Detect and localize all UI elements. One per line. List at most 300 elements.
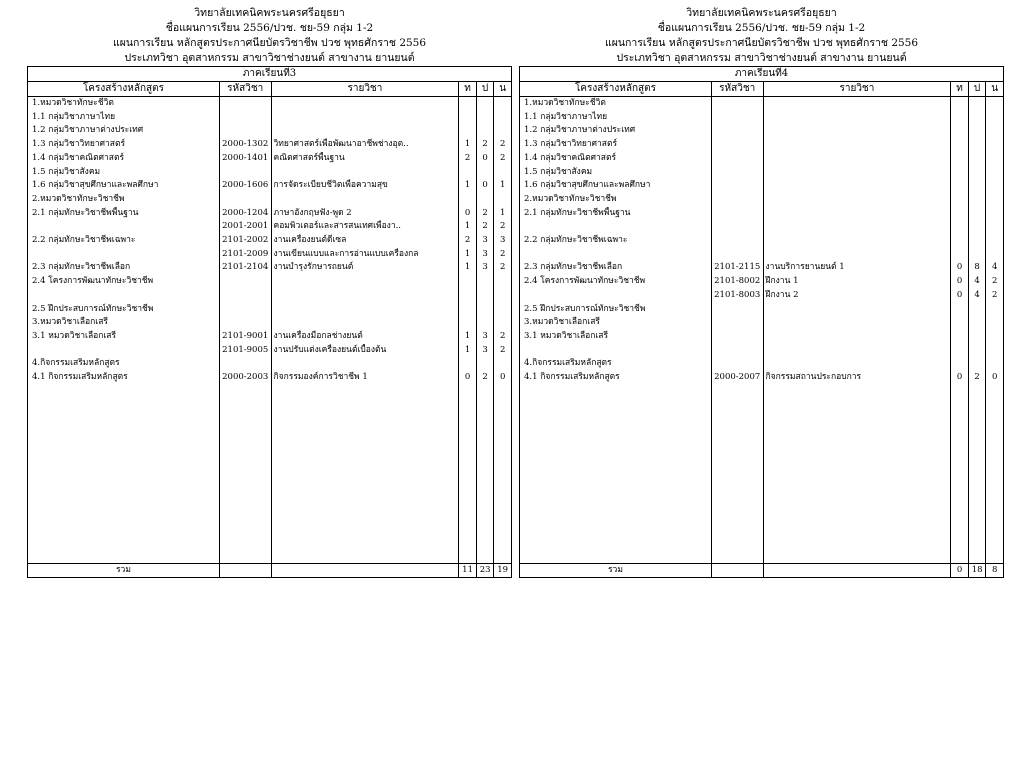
practice-hours: 2	[476, 371, 494, 385]
theory-hours	[459, 316, 477, 330]
credits	[986, 111, 1004, 125]
table-row	[520, 97, 1004, 111]
course-name: กิจกรรมสถานประกอบการ	[763, 371, 951, 385]
structure-cell: 1.2 กลุ่มวิชาภาษาต่างประเทศ	[28, 124, 220, 138]
course-code	[219, 357, 271, 371]
practice-hours	[968, 357, 986, 371]
structure-cell: 4.กิจกรรมเสริมหลักสูตร	[28, 357, 220, 371]
blank-row	[28, 385, 512, 564]
structure-cell: 1.4 กลุ่มวิชาคณิตศาสตร์	[520, 152, 712, 166]
credits	[494, 193, 512, 207]
term4-panel	[519, 6, 1004, 578]
blank-cell	[494, 385, 512, 564]
structure-cell: 2.1 กลุ่มทักษะวิชาชีพพื้นฐาน	[28, 207, 220, 221]
structure-cell: 1.1 กลุ่มวิชาภาษาไทย	[28, 111, 220, 125]
theory-hours: 0	[951, 371, 969, 385]
course-code	[711, 303, 763, 317]
course-code	[711, 357, 763, 371]
plan-name: ชื่อแผนการเรียน 2556/ปวช. ชย-59 กลุ่ม 1-2	[657, 22, 866, 34]
col-structure: โครงสร้างหลักสูตร	[520, 82, 712, 97]
total-name-cell	[271, 563, 459, 578]
practice-hours	[968, 234, 986, 248]
structure-cell: 2.3 กลุ่มทักษะวิชาชีพเลือก	[28, 261, 220, 275]
structure-cell: 2.2 กลุ่มทักษะวิชาชีพเฉพาะ	[28, 234, 220, 248]
practice-hours: 3	[476, 261, 494, 275]
table-row	[28, 303, 512, 317]
total-theory: 0	[951, 563, 969, 578]
course-name	[763, 152, 951, 166]
total-practice: 23	[476, 563, 494, 578]
credits	[986, 357, 1004, 371]
table-row	[28, 193, 512, 207]
practice-hours	[968, 207, 986, 221]
col-credit: น	[986, 82, 1004, 97]
course-code	[711, 138, 763, 152]
theory-hours	[951, 97, 969, 111]
credits	[494, 124, 512, 138]
course-code: 2000-1606	[219, 179, 271, 193]
course-code	[711, 166, 763, 180]
table-row	[520, 207, 1004, 221]
theory-hours: 0	[951, 289, 969, 303]
course-name	[763, 316, 951, 330]
practice-hours	[476, 289, 494, 303]
practice-hours: 3	[476, 248, 494, 262]
course-name: งานบำรุงรักษารถยนต์	[271, 261, 459, 275]
blank-row	[520, 385, 1004, 564]
course-name	[271, 166, 459, 180]
structure-cell: 2.5 ฝึกประสบการณ์ทักษะวิชาชีพ	[520, 303, 712, 317]
practice-hours	[968, 220, 986, 234]
theory-hours	[951, 111, 969, 125]
course-name	[763, 220, 951, 234]
table-row	[520, 261, 1004, 275]
table-row	[28, 275, 512, 289]
practice-hours: 2	[476, 138, 494, 152]
table-row	[28, 138, 512, 152]
theory-hours	[951, 124, 969, 138]
course-code: 2101-9001	[219, 330, 271, 344]
structure-cell	[28, 220, 220, 234]
practice-hours	[968, 138, 986, 152]
credits	[986, 138, 1004, 152]
practice-hours	[476, 357, 494, 371]
credits	[986, 97, 1004, 111]
credits	[986, 248, 1004, 262]
theory-hours: 1	[459, 344, 477, 358]
credits: 2	[494, 261, 512, 275]
theory-hours	[951, 316, 969, 330]
table-row	[28, 248, 512, 262]
course-name	[763, 357, 951, 371]
col-subject: รายวิชา	[271, 82, 459, 97]
course-name	[271, 303, 459, 317]
practice-hours	[476, 166, 494, 180]
structure-cell: 2.1 กลุ่มทักษะวิชาชีพพื้นฐาน	[520, 207, 712, 221]
credits	[986, 330, 1004, 344]
practice-hours: 4	[968, 275, 986, 289]
practice-hours	[476, 275, 494, 289]
table-row	[28, 179, 512, 193]
theory-hours: 1	[459, 330, 477, 344]
course-code: 2101-2104	[219, 261, 271, 275]
col-structure: โครงสร้างหลักสูตร	[28, 82, 220, 97]
structure-cell	[28, 289, 220, 303]
theory-hours	[951, 220, 969, 234]
credits: 2	[494, 138, 512, 152]
structure-cell: 4.กิจกรรมเสริมหลักสูตร	[520, 357, 712, 371]
table-row	[520, 248, 1004, 262]
course-code	[711, 316, 763, 330]
blank-cell	[986, 385, 1004, 564]
term3-panel	[27, 6, 512, 578]
course-code	[711, 111, 763, 125]
table-row	[520, 193, 1004, 207]
course-name: งานเขียนแบบและการอ่านแบบเครื่องกล	[271, 248, 459, 262]
theory-hours	[459, 124, 477, 138]
col-code: รหัสวิชา	[711, 82, 763, 97]
theory-hours	[459, 97, 477, 111]
structure-cell	[520, 289, 712, 303]
total-credits: 19	[494, 563, 512, 578]
theory-hours: 0	[459, 371, 477, 385]
theory-hours	[951, 138, 969, 152]
course-name: ฝึกงาน 2	[763, 289, 951, 303]
col-code: รหัสวิชา	[219, 82, 271, 97]
course-code: 2001-2001	[219, 220, 271, 234]
course-name: คอมพิวเตอร์และสารสนเทศเพื่องา..	[271, 220, 459, 234]
term-title: ภาคเรียนที่4	[520, 67, 1004, 82]
course-name	[763, 344, 951, 358]
structure-cell: 3.หมวดวิชาเลือกเสรี	[520, 316, 712, 330]
table-row	[520, 289, 1004, 303]
course-code	[711, 193, 763, 207]
structure-cell: 3.1 หมวดวิชาเลือกเสรี	[28, 330, 220, 344]
course-code	[711, 344, 763, 358]
course-code: 2101-2115	[711, 261, 763, 275]
table-row	[28, 357, 512, 371]
course-name: งานเครื่องมือกลช่างยนต์	[271, 330, 459, 344]
course-name: คณิตศาสตร์พื้นฐาน	[271, 152, 459, 166]
theory-hours: 0	[459, 207, 477, 221]
practice-hours	[476, 316, 494, 330]
theory-hours: 1	[459, 248, 477, 262]
theory-hours	[951, 193, 969, 207]
college-name: วิทยาลัยเทคนิคพระนครศรีอยุธยา	[686, 7, 837, 19]
credits: 2	[494, 330, 512, 344]
credits: 3	[494, 234, 512, 248]
theory-hours: 0	[951, 275, 969, 289]
course-code	[219, 316, 271, 330]
practice-hours: 2	[476, 220, 494, 234]
blank-cell	[28, 385, 220, 564]
theory-hours	[951, 234, 969, 248]
course-code	[219, 166, 271, 180]
col-credit: น	[494, 82, 512, 97]
course-code	[711, 234, 763, 248]
credits	[494, 111, 512, 125]
total-label: รวม	[520, 563, 712, 578]
credits	[494, 357, 512, 371]
course-name	[763, 111, 951, 125]
credits: 1	[494, 207, 512, 221]
table-row	[520, 124, 1004, 138]
table-row	[28, 124, 512, 138]
total-name-cell	[763, 563, 951, 578]
practice-hours	[476, 193, 494, 207]
structure-cell: 4.1 กิจกรรมเสริมหลักสูตร	[28, 371, 220, 385]
credits	[494, 166, 512, 180]
col-theory: ท	[951, 82, 969, 97]
credits	[986, 179, 1004, 193]
course-name	[271, 275, 459, 289]
table-row	[28, 220, 512, 234]
course-code	[219, 111, 271, 125]
col-theory: ท	[459, 82, 477, 97]
college-name: วิทยาลัยเทคนิคพระนครศรีอยุธยา	[194, 7, 345, 19]
theory-hours: 1	[459, 138, 477, 152]
table-row	[520, 166, 1004, 180]
course-name	[763, 207, 951, 221]
theory-hours	[951, 179, 969, 193]
term3-body	[28, 97, 512, 578]
table-row	[520, 111, 1004, 125]
course-code: 2000-1302	[219, 138, 271, 152]
table-row	[28, 316, 512, 330]
practice-hours	[476, 303, 494, 317]
total-theory: 11	[459, 563, 477, 578]
blank-cell	[763, 385, 951, 564]
col-subject: รายวิชา	[763, 82, 951, 97]
theory-hours: 2	[459, 234, 477, 248]
credits	[986, 124, 1004, 138]
course-code: 2101-9005	[219, 344, 271, 358]
term-title: ภาคเรียนที่3	[28, 67, 512, 82]
total-row	[520, 563, 1004, 578]
course-name: งานเครื่องยนต์ดีเซล	[271, 234, 459, 248]
structure-cell: 1.6 กลุ่มวิชาสุขศึกษาและพลศึกษา	[520, 179, 712, 193]
credits	[986, 234, 1004, 248]
credits: 4	[986, 261, 1004, 275]
credits	[494, 316, 512, 330]
practice-hours: 3	[476, 344, 494, 358]
program-line: ประเภทวิชา อุตสาหกรรม สาขาวิชาช่างยนต์ สาขางาน ยานยนต์	[124, 52, 415, 64]
practice-hours	[968, 303, 986, 317]
structure-cell	[520, 344, 712, 358]
col-practice: ป	[476, 82, 494, 97]
table-row	[28, 111, 512, 125]
credits	[494, 97, 512, 111]
theory-hours	[459, 166, 477, 180]
table-row	[28, 289, 512, 303]
table-row	[520, 220, 1004, 234]
blank-cell	[476, 385, 494, 564]
course-code: 2000-2007	[711, 371, 763, 385]
theory-hours	[951, 344, 969, 358]
blank-cell	[968, 385, 986, 564]
credits	[986, 303, 1004, 317]
structure-cell: 2.2 กลุ่มทักษะวิชาชีพเฉพาะ	[520, 234, 712, 248]
theory-hours	[951, 166, 969, 180]
practice-hours	[968, 166, 986, 180]
total-code-cell	[219, 563, 271, 578]
table-row	[28, 261, 512, 275]
practice-hours	[968, 344, 986, 358]
practice-hours	[968, 316, 986, 330]
blank-cell	[271, 385, 459, 564]
course-code	[711, 124, 763, 138]
credits: 2	[494, 344, 512, 358]
course-code	[711, 207, 763, 221]
credits	[986, 193, 1004, 207]
credits	[986, 166, 1004, 180]
course-code	[219, 124, 271, 138]
credits: 2	[986, 289, 1004, 303]
theory-hours	[951, 207, 969, 221]
course-name	[763, 330, 951, 344]
theory-hours	[459, 275, 477, 289]
course-code	[219, 303, 271, 317]
credits	[494, 275, 512, 289]
practice-hours	[968, 330, 986, 344]
course-code	[711, 179, 763, 193]
course-name	[763, 234, 951, 248]
course-name	[271, 289, 459, 303]
theory-hours	[459, 303, 477, 317]
practice-hours	[968, 124, 986, 138]
structure-cell	[520, 220, 712, 234]
plan-name: ชื่อแผนการเรียน 2556/ปวช. ชย-59 กลุ่ม 1-2	[165, 22, 374, 34]
practice-hours	[968, 248, 986, 262]
structure-cell: 3.1 หมวดวิชาเลือกเสรี	[520, 330, 712, 344]
course-code	[219, 97, 271, 111]
course-name	[763, 124, 951, 138]
course-code: 2000-1401	[219, 152, 271, 166]
course-code	[711, 248, 763, 262]
theory-hours	[459, 357, 477, 371]
course-code	[711, 152, 763, 166]
credits: 0	[986, 371, 1004, 385]
table-row	[28, 330, 512, 344]
structure-cell	[28, 248, 220, 262]
table-row	[28, 152, 512, 166]
course-code: 2101-8003	[711, 289, 763, 303]
course-code	[711, 220, 763, 234]
credits: 2	[986, 275, 1004, 289]
credits	[494, 289, 512, 303]
course-code	[711, 97, 763, 111]
credits: 2	[494, 220, 512, 234]
credits	[986, 152, 1004, 166]
theory-hours: 0	[951, 261, 969, 275]
document-header	[27, 6, 512, 66]
course-code: 2101-8002	[711, 275, 763, 289]
program-line: ประเภทวิชา อุตสาหกรรม สาขาวิชาช่างยนต์ สาขางาน ยานยนต์	[616, 52, 907, 64]
theory-hours	[951, 152, 969, 166]
practice-hours: 4	[968, 289, 986, 303]
structure-cell: 2.3 กลุ่มทักษะวิชาชีพเลือก	[520, 261, 712, 275]
credits: 2	[494, 152, 512, 166]
theory-hours	[951, 357, 969, 371]
practice-hours: 0	[476, 152, 494, 166]
table-row	[520, 357, 1004, 371]
table-row	[28, 344, 512, 358]
course-name: งานบริการยานยนต์ 1	[763, 261, 951, 275]
theory-hours	[459, 289, 477, 303]
theory-hours	[951, 248, 969, 262]
practice-hours	[968, 152, 986, 166]
credits	[986, 344, 1004, 358]
practice-hours	[476, 111, 494, 125]
course-name	[271, 97, 459, 111]
theory-hours	[459, 111, 477, 125]
practice-hours: 2	[476, 207, 494, 221]
table-row	[28, 234, 512, 248]
theory-hours: 1	[459, 179, 477, 193]
structure-cell: 4.1 กิจกรรมเสริมหลักสูตร	[520, 371, 712, 385]
total-practice: 18	[968, 563, 986, 578]
course-name: วิทยาศาสตร์เพื่อพัฒนาอาชีพช่างอุต..	[271, 138, 459, 152]
course-name	[763, 97, 951, 111]
structure-cell: 1.3 กลุ่มวิชาวิทยาศาสตร์	[520, 138, 712, 152]
practice-hours	[968, 111, 986, 125]
course-name	[271, 357, 459, 371]
term4-body	[520, 97, 1004, 578]
total-row	[28, 563, 512, 578]
document-header	[519, 6, 1004, 66]
credits	[494, 303, 512, 317]
practice-hours: 3	[476, 234, 494, 248]
practice-hours: 8	[968, 261, 986, 275]
term3-table	[27, 66, 512, 578]
curriculum-line: แผนการเรียน หลักสูตรประกาศนียบัตรวิชาชีพ ปวช พุทธศักราช 2556	[112, 37, 427, 49]
structure-cell: 1.2 กลุ่มวิชาภาษาต่างประเทศ	[520, 124, 712, 138]
total-label: รวม	[28, 563, 220, 578]
total-code-cell	[711, 563, 763, 578]
credits: 0	[494, 371, 512, 385]
credits: 1	[494, 179, 512, 193]
structure-cell: 2.5 ฝึกประสบการณ์ทักษะวิชาชีพ	[28, 303, 220, 317]
course-code	[219, 275, 271, 289]
course-name: กิจกรรมองค์การวิชาชีพ 1	[271, 371, 459, 385]
practice-hours	[968, 193, 986, 207]
structure-cell	[28, 344, 220, 358]
structure-cell: 1.หมวดวิชาทักษะชีวิต	[520, 97, 712, 111]
table-row	[520, 179, 1004, 193]
structure-cell: 1.หมวดวิชาทักษะชีวิต	[28, 97, 220, 111]
theory-hours	[951, 303, 969, 317]
course-code	[219, 193, 271, 207]
credits	[986, 220, 1004, 234]
credits: 2	[494, 248, 512, 262]
structure-cell: 1.1 กลุ่มวิชาภาษาไทย	[520, 111, 712, 125]
table-row	[520, 152, 1004, 166]
course-name	[763, 193, 951, 207]
structure-cell: 3.หมวดวิชาเลือกเสรี	[28, 316, 220, 330]
course-code: 2101-2009	[219, 248, 271, 262]
blank-cell	[520, 385, 712, 564]
course-name: งานปรับแต่งเครื่องยนต์เบื้องต้น	[271, 344, 459, 358]
course-name: ฝึกงาน 1	[763, 275, 951, 289]
structure-cell	[520, 248, 712, 262]
practice-hours	[476, 124, 494, 138]
table-row	[520, 303, 1004, 317]
practice-hours	[476, 97, 494, 111]
practice-hours: 0	[476, 179, 494, 193]
theory-hours: 1	[459, 261, 477, 275]
course-code: 2000-2003	[219, 371, 271, 385]
term4-table	[519, 66, 1004, 578]
